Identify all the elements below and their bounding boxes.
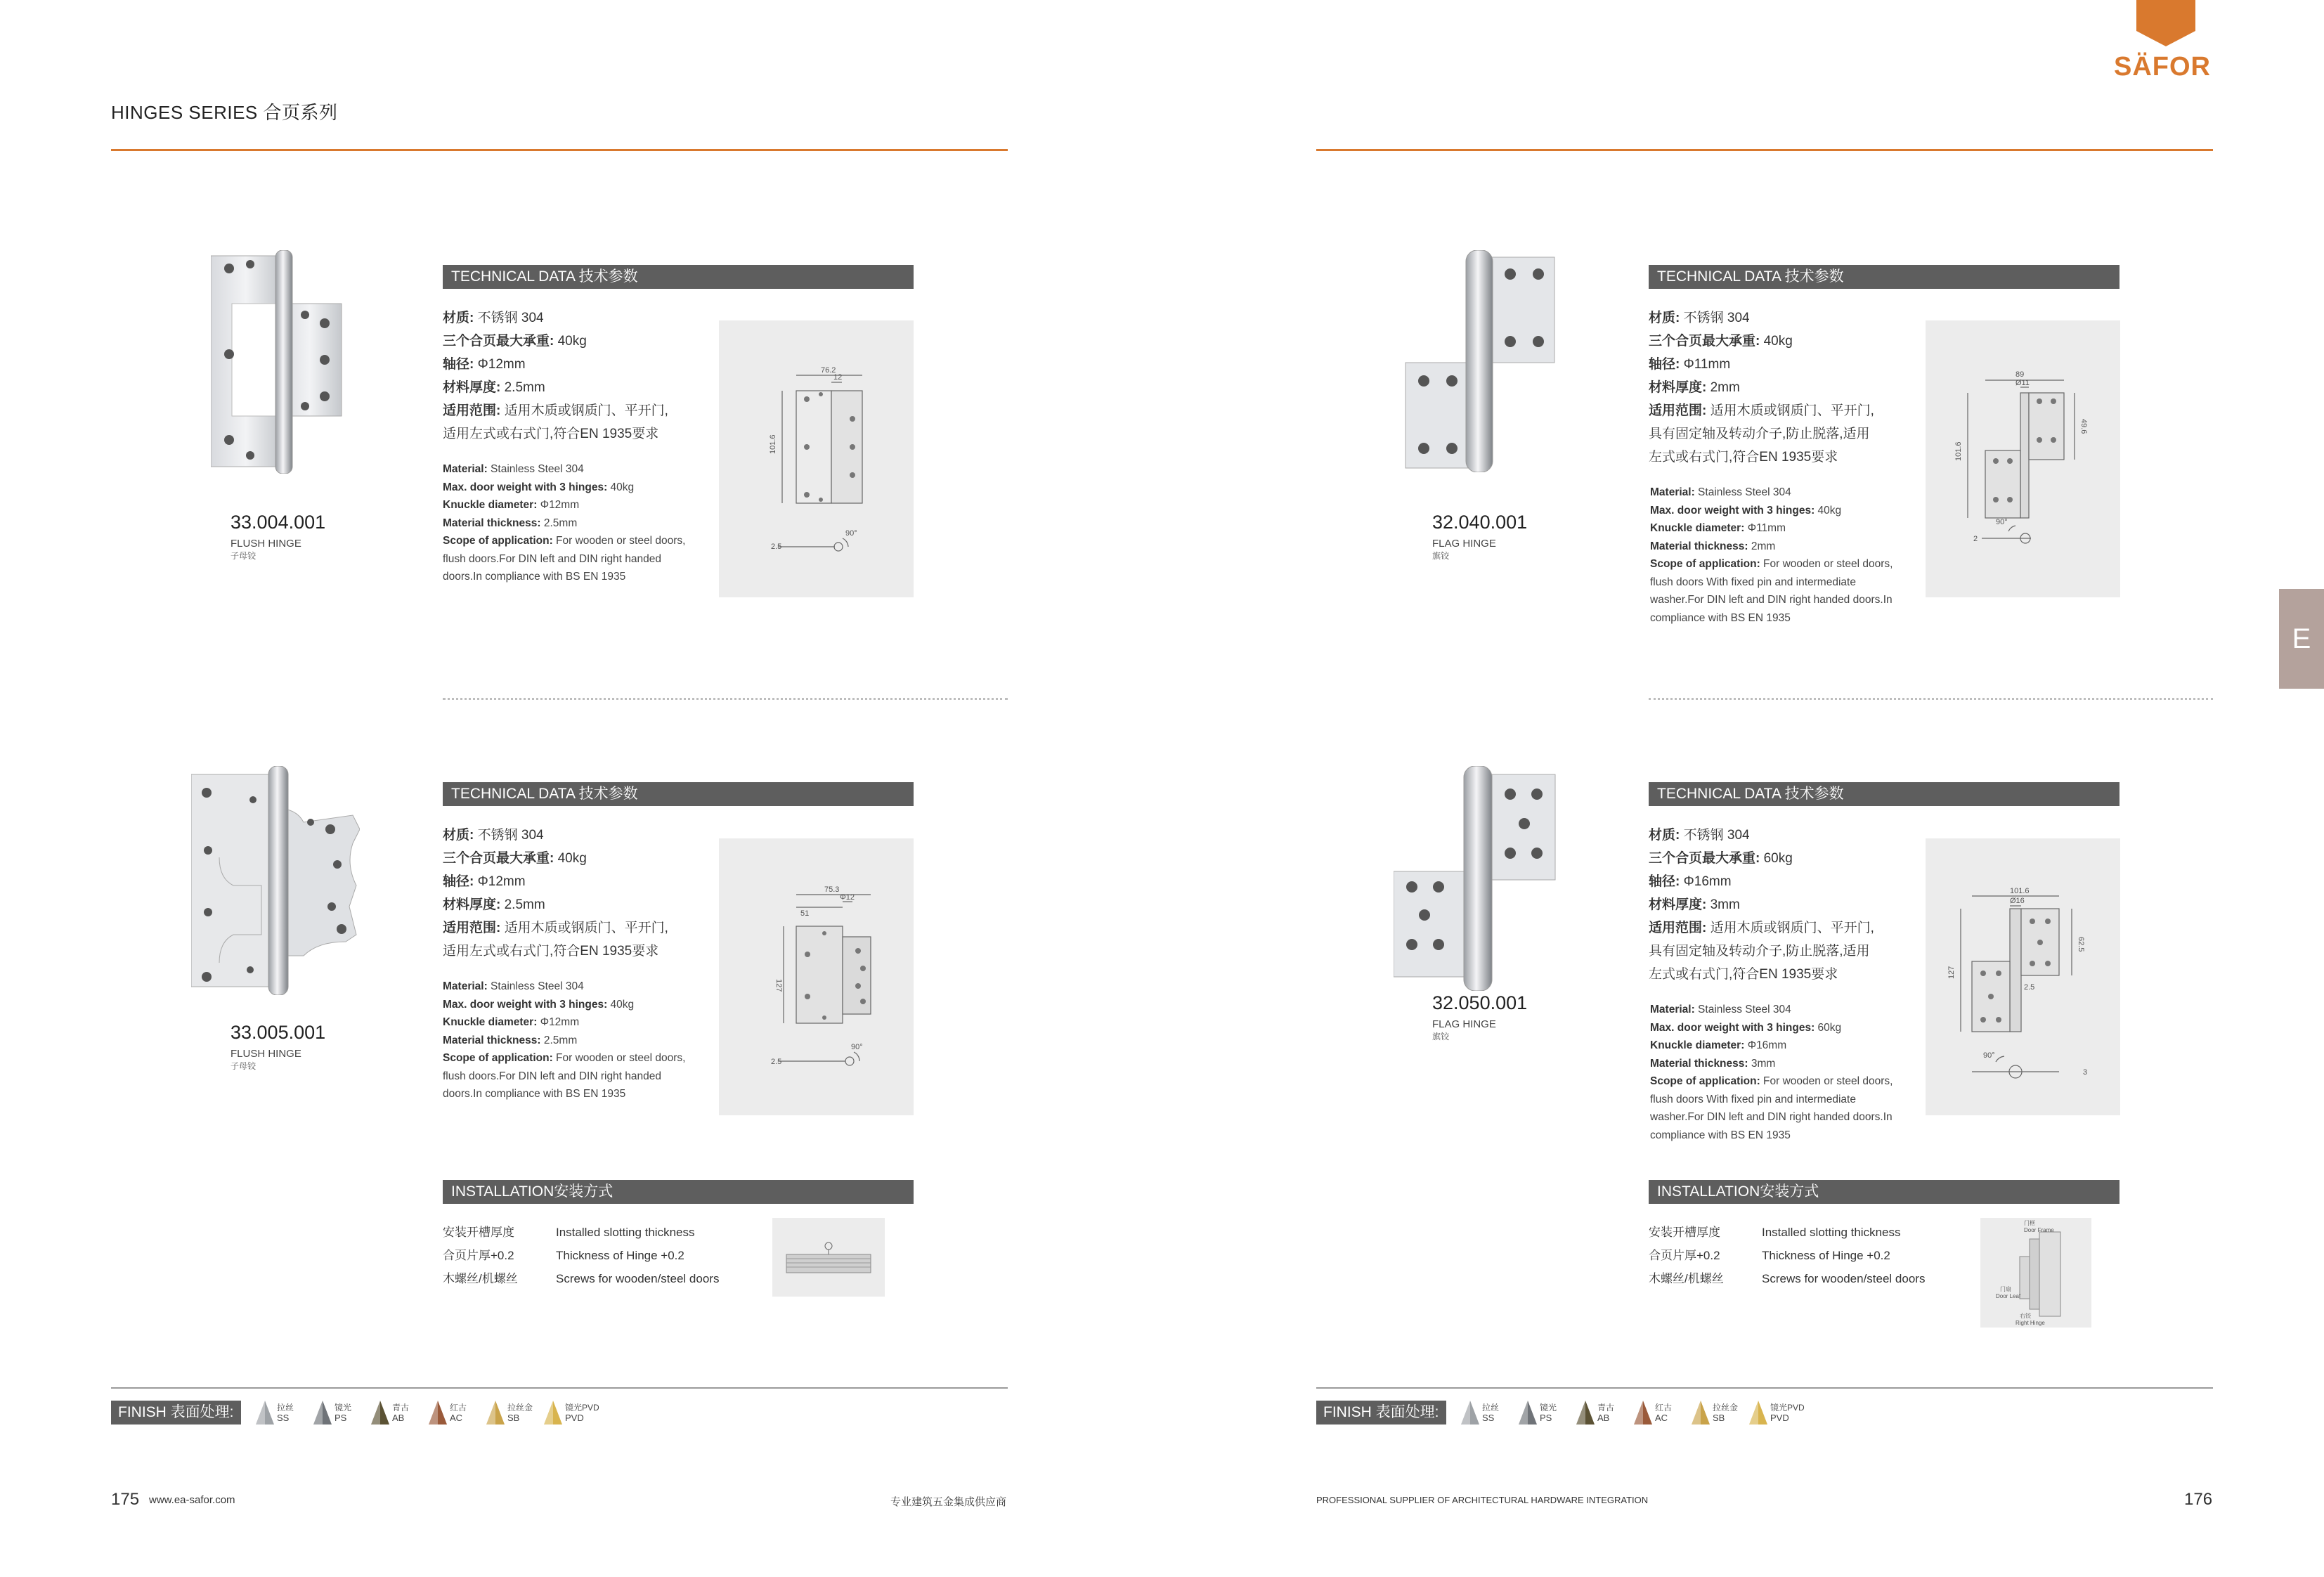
finish-swatch-icon (485, 1401, 506, 1425)
product-type: FLAG HINGE (1432, 1018, 1496, 1030)
finish-cn-label: 拉丝 (277, 1403, 294, 1413)
spec-row: 三个合页最大承重: 40kg (443, 851, 587, 866)
spec-cn-list (1649, 306, 1874, 469)
finish-en-label: AC (450, 1413, 463, 1423)
section-divider (443, 698, 1008, 700)
svg-text:门扇: 门扇 (2000, 1286, 2011, 1292)
butterfly-hinge-photo (191, 766, 360, 995)
spec-row: 材料厚度: 2mm (1649, 380, 1740, 395)
finish-swatch-icon (1517, 1401, 1538, 1425)
spec-row: 材质: 不锈钢 304 (1649, 311, 1750, 325)
spec-row: washer.For DIN left and DIN right handed doors.In (1650, 1111, 1893, 1123)
finish-cn-label: 拉丝金 (1713, 1403, 1739, 1413)
spec-cn-list (443, 824, 668, 963)
spec-row: Max. door weight with 3 hinges: 40kg (1650, 504, 1842, 517)
installation-bar: INSTALLATION安装方式 (1649, 1180, 2119, 1204)
installation-bar: INSTALLATION安装方式 (443, 1180, 914, 1204)
dim-knuckle: Ø16 (2010, 897, 2025, 905)
spec-row: Max. door weight with 3 hinges: 60kg (1650, 1021, 1842, 1034)
spec-row: Material thickness: 2mm (1650, 540, 1776, 552)
spec-en-list (443, 460, 685, 586)
header-rule-left (111, 149, 1008, 151)
finish-label: FINISH 表面处理: (111, 1401, 241, 1425)
section-tab-e[interactable]: E (2279, 589, 2324, 689)
product-type-cn: 旗铰 (1432, 551, 1450, 561)
spec-en-list (1650, 484, 1893, 627)
spec-row: Knuckle diameter: Φ16mm (1650, 1039, 1787, 1051)
spec-cn-list (443, 306, 668, 446)
spec-row: Scope of application: For wooden or steel doors, (1650, 1075, 1893, 1087)
technical-data-bar: TECHNICAL DATA 技术参数 (443, 265, 914, 289)
flush-hinge-photo (211, 250, 351, 474)
finish-en-label: AB (392, 1413, 405, 1423)
dim-gap: 2.5 (2024, 983, 2035, 992)
spec-row: Max. door weight with 3 hinges: 40kg (443, 998, 635, 1011)
finish-swatch-icon (312, 1401, 333, 1425)
spec-row: 材料厚度: 2.5mm (443, 897, 545, 912)
footer-tagline: PROFESSIONAL SUPPLIER OF ARCHITECTURAL HARDWARE INTEGRATION (1316, 1495, 1649, 1505)
spec-row: Material thickness: 3mm (1650, 1057, 1776, 1070)
finish-en-label: PS (1540, 1413, 1552, 1423)
dim-angle: 90° (851, 1043, 863, 1051)
finish-rule-left (111, 1387, 1008, 1389)
finish-en-label: PVD (565, 1413, 584, 1423)
spec-row: 材质: 不锈钢 304 (443, 828, 544, 843)
spec-row: Material thickness: 2.5mm (443, 517, 578, 529)
finish-label: FINISH 表面处理: (1316, 1401, 1446, 1425)
spec-row: 三个合页最大承重: 40kg (443, 334, 587, 349)
svg-text:Door Leaf: Door Leaf (1996, 1293, 2021, 1299)
dim-width: 101.6 (2010, 887, 2030, 895)
technical-data-bar: TECHNICAL DATA 技术参数 (1649, 265, 2119, 289)
dim-thickness: 2.5 (771, 543, 782, 551)
spec-row: 材料厚度: 2.5mm (443, 380, 545, 395)
finish-cn-label: 镜光 (335, 1403, 352, 1413)
spec-cn-list (1649, 824, 1874, 986)
finish-cn-label: 青古 (392, 1403, 410, 1413)
product-type: FLAG HINGE (1432, 538, 1496, 550)
brand-badge-icon (2136, 0, 2195, 46)
dim-height: 101.6 (1954, 441, 1963, 461)
spec-row: Material: Stainless Steel 304 (443, 980, 584, 992)
page-number: 176 (2184, 1490, 2213, 1509)
installation-drawing (1980, 1218, 2091, 1328)
spec-row: Material: Stainless Steel 304 (1650, 1004, 1791, 1015)
finish-swatch-icon (1575, 1401, 1596, 1425)
finish-cn-label: 镜光 (1540, 1403, 1557, 1413)
spec-row: Max. door weight with 3 hinges: 40kg (443, 481, 635, 493)
product-code: 32.050.001 (1432, 992, 1528, 1013)
spec-row: doors.In compliance with BS EN 1935 (443, 571, 626, 583)
spec-row: Material: Stainless Steel 304 (1650, 486, 1791, 498)
spec-row: Knuckle diameter: Φ12mm (443, 499, 580, 511)
product-type-cn: 子母铰 (231, 551, 257, 561)
finish-en-label: AB (1597, 1413, 1610, 1423)
dim-width: 75.3 (824, 885, 840, 894)
page-number: 175 (111, 1490, 140, 1509)
dim-knuckle: 12 (833, 373, 843, 382)
spec-row: Scope of application: For wooden or steel doors, (443, 535, 686, 547)
dim-upper: 49.6 (2079, 419, 2088, 434)
spec-en-list (1650, 1001, 1893, 1144)
finish-cn-label: 拉丝 (1482, 1403, 1500, 1413)
svg-text:Right Hinge: Right Hinge (2015, 1320, 2045, 1326)
spec-row: 三个合页最大承重: 60kg (1649, 851, 1793, 866)
finish-cn-label: 镜光PVD (565, 1403, 599, 1413)
finish-en-label: PVD (1770, 1413, 1789, 1423)
header-rule-right (1316, 149, 2213, 151)
spec-row: 适用左式或右式门,符合EN 1935要求 (443, 944, 659, 959)
dimension-drawing (719, 838, 914, 1115)
finish-swatch-icon (1690, 1401, 1711, 1425)
spec-row: Knuckle diameter: Φ12mm (443, 1016, 580, 1028)
spec-row: 轴径: Φ12mm (443, 357, 526, 372)
svg-text:Door Frame: Door Frame (2024, 1227, 2054, 1233)
finish-en-label: PS (335, 1413, 347, 1423)
finish-swatch-icon (543, 1401, 564, 1425)
spec-row: washer.For DIN left and DIN right handed doors.In (1650, 594, 1893, 606)
dim-angle: 90° (845, 529, 857, 538)
page-title: HINGES SERIES 合页系列 (111, 102, 338, 123)
spec-row: 适用范围: 适用木质或钢质门、平开门, (1649, 403, 1874, 418)
spec-row: Material: Stainless Steel 304 (443, 463, 584, 475)
installation-cn-list: 安装开槽厚度 合页片厚+0.2 木螺丝/机螺丝 (1649, 1226, 1724, 1285)
spec-en-list (443, 978, 685, 1103)
installation-en-list: Installed slotting thickness Thickness of Hinge +0.2 Screws for wooden/steel doors (556, 1226, 720, 1285)
spec-row: doors.In compliance with BS EN 1935 (443, 1088, 626, 1100)
dimension-drawing (1926, 838, 2120, 1115)
product-type: FLUSH HINGE (231, 1048, 301, 1060)
dim-angle: 90° (1996, 518, 2008, 526)
dim-knuckle: Φ12 (840, 893, 855, 902)
installation-cn-list: 安装开槽厚度 合页片厚+0.2 木螺丝/机螺丝 (443, 1226, 518, 1285)
installation-drawing (772, 1218, 885, 1297)
spec-row: compliance with BS EN 1935 (1650, 611, 1791, 624)
technical-data-bar: TECHNICAL DATA 技术参数 (443, 782, 914, 806)
svg-text:右铰: 右铰 (2020, 1313, 2031, 1319)
finish-swatch-icon (1632, 1401, 1654, 1425)
spec-row: 左式或右式门,符合EN 1935要求 (1649, 967, 1838, 982)
product-code: 33.004.001 (231, 512, 326, 533)
spec-row: 轴径: Φ12mm (443, 874, 526, 889)
dim-knuckle: Ø11 (2015, 379, 2030, 387)
dim-width: 89 (2015, 370, 2025, 379)
spec-row: flush doors.For DIN left and DIN right handed (443, 1070, 662, 1082)
finish-cn-label: 青古 (1597, 1403, 1615, 1413)
dim-leaf: 51 (800, 909, 810, 918)
finish-en-label: SB (507, 1413, 520, 1423)
finish-cn-label: 拉丝金 (507, 1403, 533, 1413)
spec-row: Material thickness: 2.5mm (443, 1034, 578, 1046)
section-divider (1649, 698, 2213, 700)
spec-row: 轴径: Φ16mm (1649, 874, 1732, 889)
dim-angle: 90° (1983, 1051, 1995, 1060)
spec-row: 材质: 不锈钢 304 (443, 311, 544, 325)
dim-thickness: 2.5 (771, 1058, 782, 1066)
spec-row: 适用左式或右式门,符合EN 1935要求 (443, 427, 659, 441)
finish-swatch-icon (1748, 1401, 1769, 1425)
spec-row: flush doors With fixed pin and intermediate (1650, 576, 1856, 588)
finish-swatch-icon (254, 1401, 275, 1425)
dim-upper: 62.5 (2077, 937, 2085, 952)
svg-text:门框: 门框 (2024, 1220, 2035, 1226)
dim-height: 127 (1947, 966, 1956, 979)
spec-row: Scope of application: For wooden or steel doors, (443, 1052, 686, 1064)
dim-thickness: 3 (2083, 1068, 2088, 1077)
finish-cn-label: 红古 (450, 1403, 467, 1413)
product-type: FLUSH HINGE (231, 538, 301, 550)
product-type-cn: 旗铰 (1432, 1032, 1450, 1041)
spec-row: 适用范围: 适用木质或钢质门、平开门, (443, 921, 668, 935)
dim-thickness: 2 (1973, 535, 1978, 543)
spec-row: Knuckle diameter: Φ11mm (1650, 522, 1786, 534)
spec-row: 三个合页最大承重: 40kg (1649, 334, 1793, 349)
installation-en-list: Installed slotting thickness Thickness of Hinge +0.2 Screws for wooden/steel doors (1762, 1226, 1926, 1285)
spec-row: flush doors With fixed pin and intermediate (1650, 1093, 1856, 1105)
spec-row: 材料厚度: 3mm (1649, 897, 1740, 912)
spec-row: Scope of application: For wooden or steel doors, (1650, 558, 1893, 570)
technical-data-bar: TECHNICAL DATA 技术参数 (1649, 782, 2119, 806)
dim-width: 76.2 (821, 366, 836, 375)
product-code: 33.005.001 (231, 1022, 326, 1043)
spec-row: 适用范围: 适用木质或钢质门、平开门, (443, 403, 668, 418)
dimension-drawing (719, 320, 914, 597)
product-code: 32.040.001 (1432, 512, 1528, 533)
spec-row: 适用范围: 适用木质或钢质门、平开门, (1649, 921, 1874, 935)
finish-swatch-icon (427, 1401, 448, 1425)
flag-hinge-heavy-photo (1394, 766, 1569, 991)
dim-height: 127 (774, 979, 783, 992)
spec-row: compliance with BS EN 1935 (1650, 1129, 1791, 1141)
finish-rule-right (1316, 1387, 2213, 1389)
footer-url[interactable]: www.ea-safor.com (149, 1494, 235, 1506)
dimension-drawing (1926, 320, 2120, 597)
finish-en-label: SB (1713, 1413, 1725, 1423)
product-type-cn: 子母铰 (231, 1061, 257, 1071)
spec-row: 具有固定轴及转动介子,防止脱落,适用 (1649, 944, 1870, 959)
spec-row: 左式或右式门,符合EN 1935要求 (1649, 450, 1838, 465)
brand-logo: SÄFOR (2114, 52, 2211, 82)
flag-hinge-photo (1401, 250, 1563, 472)
spec-row: flush doors.For DIN left and DIN right handed (443, 552, 662, 565)
spec-row: 具有固定轴及转动介子,防止脱落,适用 (1649, 427, 1870, 441)
dim-height: 101.6 (769, 434, 777, 454)
spec-row: 轴径: Φ11mm (1649, 357, 1731, 372)
spec-row: 材质: 不锈钢 304 (1649, 828, 1750, 843)
finish-en-label: SS (277, 1413, 290, 1423)
finish-cn-label: 红古 (1655, 1403, 1673, 1413)
finish-swatch-icon (370, 1401, 391, 1425)
finish-en-label: SS (1482, 1413, 1495, 1423)
finish-en-label: AC (1655, 1413, 1668, 1423)
footer-tagline: 专业建筑五金集成供应商 (890, 1496, 1007, 1508)
finish-swatch-icon (1460, 1401, 1481, 1425)
finish-cn-label: 镜光PVD (1770, 1403, 1805, 1413)
